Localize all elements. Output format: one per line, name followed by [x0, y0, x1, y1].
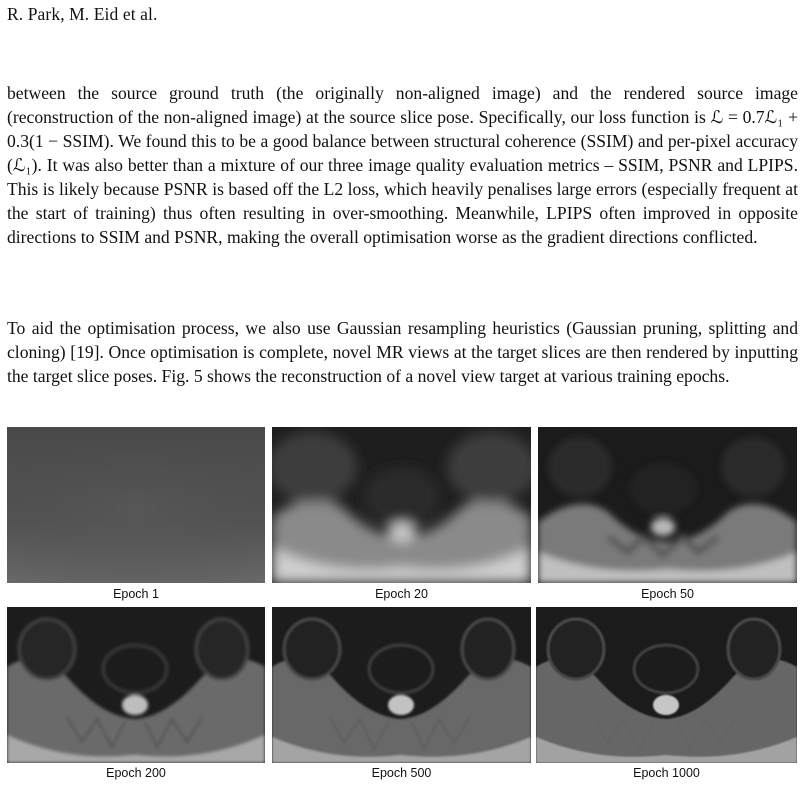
mr-image-epoch-200 [7, 607, 265, 763]
body-paragraph-2: To aid the optimisation process, we also use Gaussian resampling heuristics (Gaussian pruning, splitting and cloning) [19]. Once optimisation is complete, novel MR views at the target slices are then rendered by inputting the target slice poses. Fig. 5 shows the reconstruction of a novel view target at various training epochs. [7, 318, 798, 386]
figure-panel-epoch-1000 [536, 607, 797, 783]
figure-panel-epoch-50 [538, 427, 797, 603]
body-paragraph-1: between the source ground truth (the originally non-aligned image) and the rendered source image (reconstruction of the non-aligned image) at the source slice pose. Specifically, our loss function is ℒ = 0.7ℒ₁ + 0.3(1 − SSIM). We found this to be a good balance between structural coherence (SSIM) and per-pixel accuracy (ℒ₁). It was also better than a mixture of our three image quality evaluation metrics – SSIM, PSNR and LPIPS. This is likely because PSNR is based off the L2 loss, which heavily penalises large errors (especially frequent at the start of training) thus often resulting in over-smoothing. Meanwhile, LPIPS often improved in opposite directions to SSIM and PSNR, making the overall optimisation worse as the gradient directions conflicted. [7, 83, 798, 247]
figure-caption: Epoch 1000 [633, 766, 700, 780]
mr-image-epoch-1 [7, 427, 265, 583]
figure-caption: Epoch 20 [375, 587, 428, 601]
figure-caption: Epoch 200 [106, 766, 166, 780]
figure-panel-epoch-200 [7, 607, 265, 783]
mr-image-epoch-50 [538, 427, 797, 583]
mr-image-epoch-20 [272, 427, 531, 583]
figure-caption: Epoch 50 [641, 587, 694, 601]
figure-caption: Epoch 500 [371, 766, 432, 780]
figure-panel-epoch-1 [7, 427, 265, 603]
running-head: R. Park, M. Eid et al. [7, 4, 158, 24]
figure-caption: Epoch 1 [113, 587, 159, 601]
figure-panel-epoch-20 [272, 427, 531, 603]
figure-panel-epoch-500 [272, 607, 531, 783]
mr-image-epoch-500 [272, 607, 531, 763]
mr-image-epoch-1000 [536, 607, 797, 763]
